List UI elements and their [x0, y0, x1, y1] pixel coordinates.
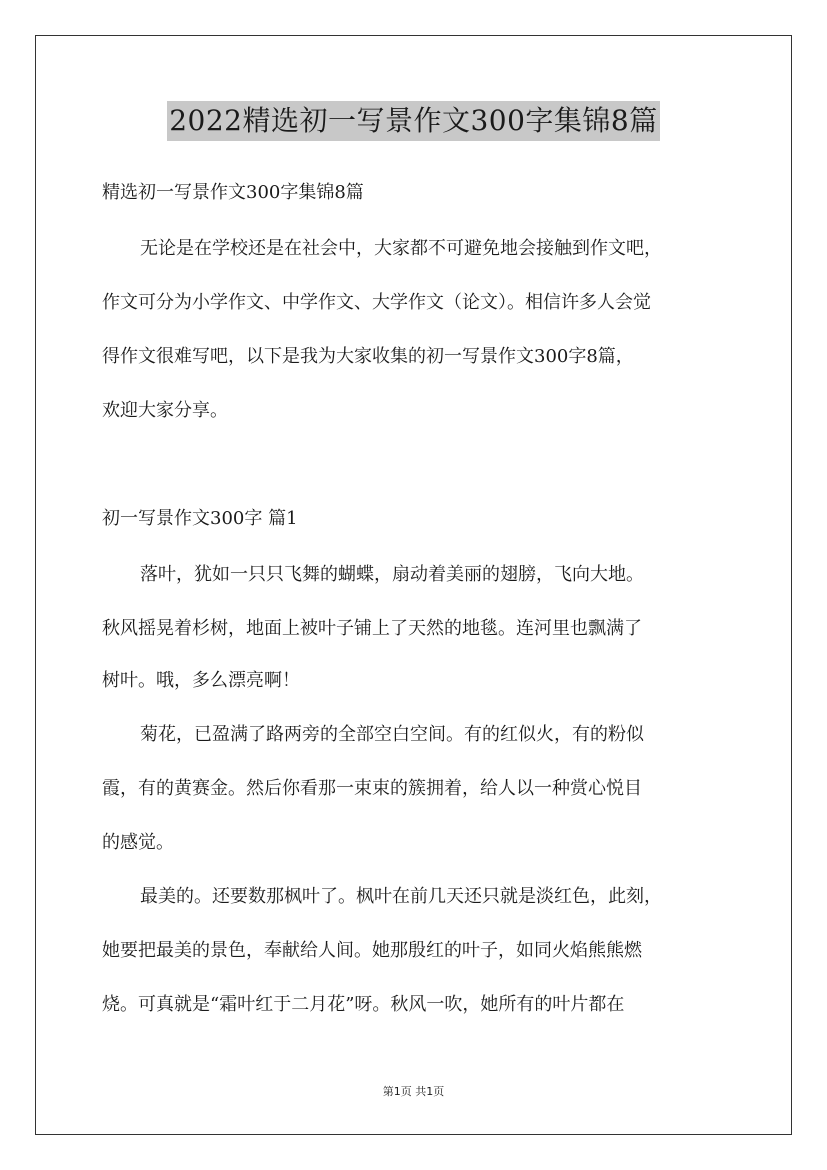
- para2-line: 的感觉。: [102, 832, 174, 853]
- document-title: 2022精选初一写景作文300字集锦8篇: [167, 101, 660, 141]
- section-heading: 初一写景作文300字 篇1: [102, 508, 298, 529]
- para3-line: 烧。可真就是“霜叶红于二月花”呀。秋风一吹，她所有的叶片都在: [102, 994, 625, 1015]
- title-wrap: [0, 101, 827, 141]
- intro-line: 欢迎大家分享。: [102, 400, 228, 421]
- intro-line: 得作文很难写吧，以下是我为大家收集的初一写景作文300字8篇，: [102, 346, 634, 367]
- para1-line: 秋风摇晃着杉树，地面上被叶子铺上了天然的地毯。连河里也飘满了: [102, 618, 642, 639]
- para2-line: 菊花，已盈满了路两旁的全部空白空间。有的红似火，有的粉似: [140, 724, 644, 745]
- para1-line: 树叶。哦，多么漂亮啊！: [102, 670, 300, 691]
- para3-line: 她要把最美的景色，奉献给人间。她那殷红的叶子，如同火焰熊熊燃: [102, 940, 642, 961]
- para1-line: 落叶，犹如一只只飞舞的蝴蝶，扇动着美丽的翅膀，飞向大地。: [140, 564, 644, 585]
- intro-line: 无论是在学校还是在社会中，大家都不可避免地会接触到作文吧，: [140, 238, 662, 259]
- page-footer: 第1页 共1页: [382, 1085, 445, 1098]
- subtitle: 精选初一写景作文300字集锦8篇: [102, 182, 364, 203]
- para2-line: 霞，有的黄赛金。然后你看那一束束的簇拥着，给人以一种赏心悦目: [102, 778, 642, 799]
- para3-line: 最美的。还要数那枫叶了。枫叶在前几天还只就是淡红色，此刻，: [140, 886, 662, 907]
- intro-line: 作文可分为小学作文、中学作文、大学作文（论文）。相信许多人会觉: [102, 292, 651, 313]
